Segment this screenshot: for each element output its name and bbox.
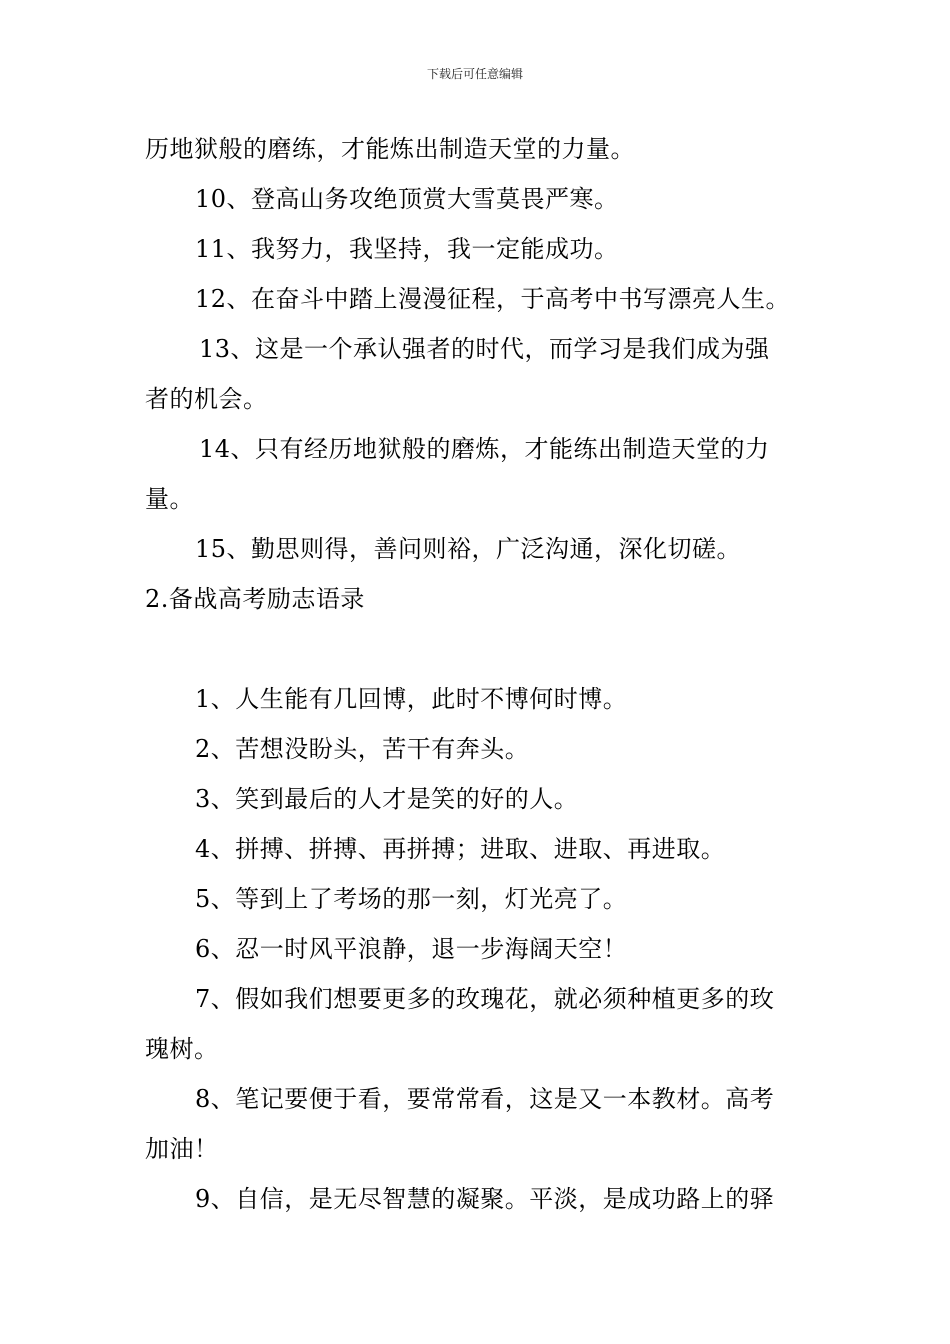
list-item: 2、苦想没盼头，苦干有奔头。	[195, 735, 530, 763]
list-item: 6、忍一时风平浪静，退一步海阔天空！	[195, 935, 628, 963]
list-item: 9、自信，是无尽智慧的凝聚。平淡，是成功路上的驿	[195, 1185, 775, 1213]
text-line: 瑰树。	[145, 1035, 219, 1063]
list-item: 12、在奋斗中踏上漫漫征程，于高考中书写漂亮人生。	[195, 285, 791, 313]
list-item: 15、勤思则得，善问则裕，广泛沟通，深化切磋。	[195, 535, 742, 563]
list-item: 4、拼搏、拼搏、再拼搏；进取、进取、再进取。	[195, 835, 726, 863]
section-gap	[145, 624, 807, 674]
text-line: 量。	[145, 485, 194, 513]
list-item: 7、假如我们想要更多的玫瑰花，就必须种植更多的玫	[195, 985, 775, 1013]
text-line: 者的机会。	[145, 385, 268, 413]
list-item: 1、人生能有几回博，此时不博何时博。	[195, 685, 628, 713]
list-item: 10、登高山务攻绝顶赏大雪莫畏严寒。	[195, 185, 619, 213]
list-item: 5、等到上了考场的那一刻，灯光亮了。	[195, 885, 628, 913]
list-item: 3、笑到最后的人才是笑的好的人。	[195, 785, 579, 813]
text-line: 加油！	[145, 1135, 219, 1163]
list-item: 8、笔记要便于看，要常常看，这是又一本教材。高考	[195, 1085, 775, 1113]
section-heading: 2.备战高考励志语录	[145, 585, 365, 613]
list-item: 11、我努力，我坚持，我一定能成功。	[195, 235, 619, 263]
page-header: 下载后可任意编辑	[426, 67, 523, 81]
text-line: 历地狱般的磨练，才能炼出制造天堂的力量。	[145, 135, 635, 163]
list-item: 14、只有经历地狱般的磨炼，才能练出制造天堂的力	[199, 435, 770, 463]
list-item: 13、这是一个承认强者的时代，而学习是我们成为强	[199, 335, 770, 363]
document-body	[145, 124, 807, 1224]
